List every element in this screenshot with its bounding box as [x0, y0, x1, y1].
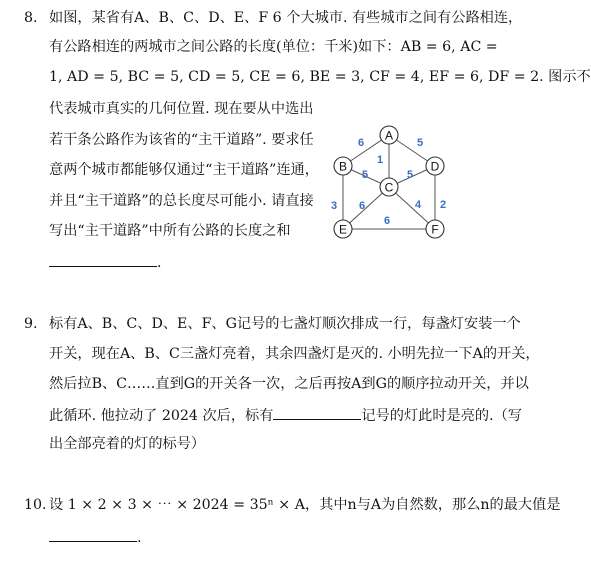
- question-number: 10.: [24, 497, 47, 513]
- edge-label-E-F: 6: [383, 215, 391, 227]
- edge-label-A-D: 5: [416, 137, 424, 149]
- question-text-line: 然后拉B、C……直到G的开关各一次，之后再按A到G的顺序拉动开关，并以: [49, 376, 529, 392]
- edge-label-C-E: 6: [358, 200, 366, 212]
- node-D: [426, 157, 444, 175]
- node-C: [380, 178, 398, 196]
- answer-blank[interactable]: [273, 405, 361, 420]
- node-label: F: [431, 222, 439, 237]
- answer-blank[interactable]: [49, 527, 137, 542]
- edge-label-C-D: 5: [406, 169, 414, 181]
- question-text-line: 设 1 × 2 × 3 × ⋯ × 2024 = 35ⁿ × A，其中n与A为自然数，那么n的最大值是: [49, 497, 561, 513]
- question-text-line: 出全部亮着的灯的标号）: [49, 436, 206, 452]
- city-road-graph: [325, 120, 455, 240]
- node-label: C: [384, 180, 394, 195]
- edge-label-C-F: 4: [414, 199, 422, 211]
- node-E: [334, 220, 352, 238]
- edge-label-B-C: 5: [361, 169, 369, 181]
- question-text-line: 意两个城市都能够仅通过“主干道路”连通，: [49, 162, 319, 178]
- node-B: [334, 157, 352, 175]
- answer-line: .: [49, 527, 142, 547]
- node-label: E: [338, 222, 348, 237]
- node-label: A: [384, 128, 394, 143]
- node-label: D: [430, 159, 440, 174]
- question-number: 9.: [24, 316, 38, 332]
- edge-label-B-E: 3: [330, 200, 338, 212]
- question-text-line: 标有A、B、C、D、E、F、G记号的七盏灯顺次排成一行，每盏灯安装一个: [49, 316, 521, 332]
- question-text-line: 并且“主干道路”的总长度尽可能小. 请直接: [49, 193, 314, 209]
- question-number: 8.: [24, 10, 38, 26]
- question-text-line: 开关，现在A、B、C三盏灯亮着，其余四盏灯是灭的. 小明先拉一下A的开关，: [49, 346, 540, 362]
- question-text-line: 若干条公路作为该省的“主干道路”. 要求任: [49, 132, 314, 148]
- answer-blank[interactable]: [49, 252, 157, 267]
- node-A: [380, 126, 398, 144]
- question-text-line: 写出“主干道路”中所有公路的长度之和: [49, 223, 291, 239]
- edge-label-A-B: 6: [357, 137, 365, 149]
- question-text-line: 如图，某省有A、B、C、D、E、F 6 个大城市. 有些城市之间有公路相连，: [49, 10, 523, 26]
- node-label: B: [338, 159, 348, 174]
- question-text-line: 代表城市真实的几何位置. 现在要从中选出: [49, 101, 314, 117]
- question-text-line: 此循环. 他拉动了 2024 次后，标有 记号的灯此时是亮的.（写: [49, 405, 522, 425]
- edge-label-D-F: 2: [439, 199, 447, 211]
- node-F: [426, 220, 444, 238]
- edge-label-A-C: 1: [376, 154, 384, 166]
- answer-line: .: [49, 252, 162, 272]
- question-text-line: 有公路相连的两城市之间公路的长度(单位：千米)如下：AB = 6, AC =: [49, 39, 498, 55]
- question-text-line: 1, AD = 5, BC = 5, CD = 5, CE = 6, BE = 3, CF = 4, EF = 6, DF = 2. 图示不: [49, 69, 591, 85]
